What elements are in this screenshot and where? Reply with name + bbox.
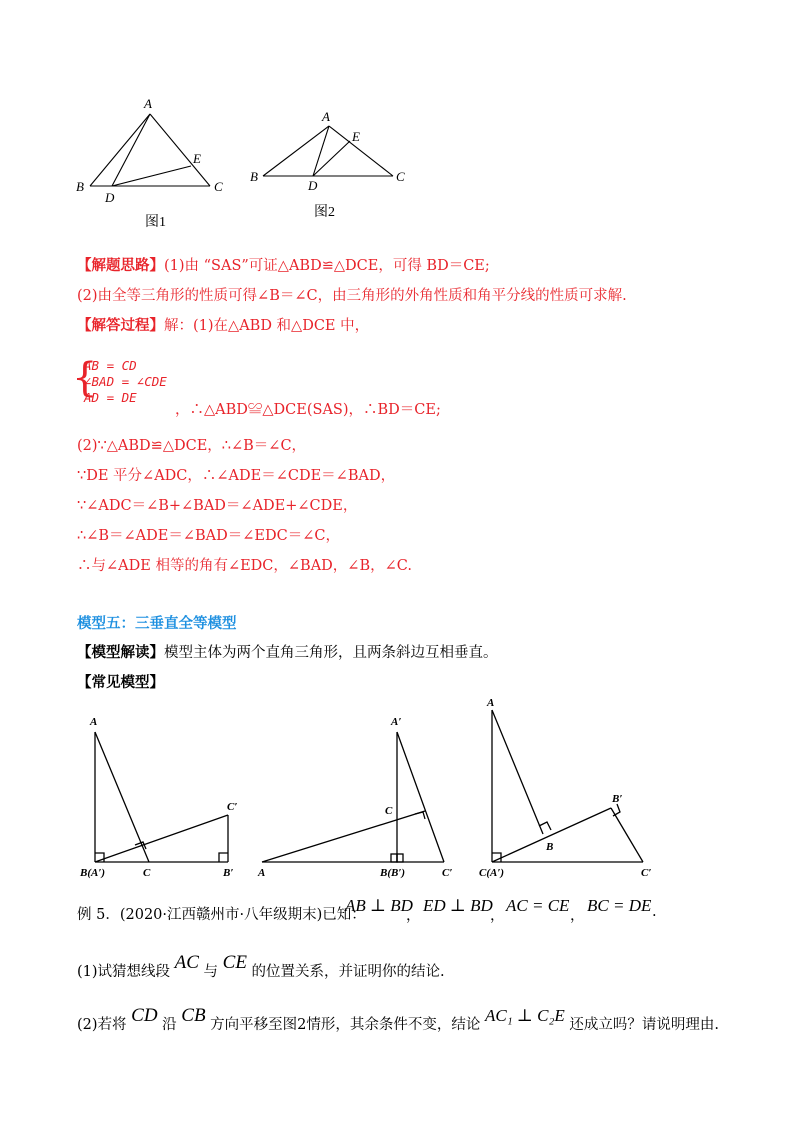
figure-1: [90, 114, 210, 186]
cond-1: AB ⊥ BD: [345, 896, 413, 915]
fig2-label-b: B: [250, 169, 258, 184]
cond-2: ED ⊥ BD: [423, 896, 493, 915]
d1-label-c2: C′: [227, 801, 238, 813]
solution-idea-line1: [77, 254, 490, 275]
equation-system: [84, 358, 167, 406]
fig2-label-a: A: [322, 109, 330, 124]
d1-label-a: A: [90, 716, 98, 728]
q1-ac: AC: [174, 952, 199, 973]
q2-part-a: (2)若将: [77, 1017, 127, 1033]
solution-step-3: ∵∠ADC＝∠B+∠BAD＝∠ADE+∠CDE，: [77, 498, 358, 514]
d2-label-c: C: [385, 805, 393, 817]
process-text: 解：(1)在△ABD 和△DCE 中，: [164, 318, 370, 334]
fig1-label-b: B: [76, 179, 84, 194]
system-conclusion: ，∴△ABD≌△DCE(SAS)，∴BD＝CE;: [175, 402, 441, 418]
solution-step-2: ∵DE 平分∠ADC，∴∠ADE＝∠CDE＝∠BAD，: [77, 468, 396, 484]
q2-relation: AC₁ ⊥ C₂E: [485, 1006, 565, 1025]
model-heading: 模型五：三垂直全等模型: [77, 615, 237, 632]
q1-part-b: 与: [203, 964, 219, 980]
fig2-caption: 图2: [314, 205, 335, 220]
fig2-label-e: E: [352, 129, 360, 144]
reading-tag: 【模型解读】: [77, 644, 164, 661]
d2-label-a2: A′: [391, 716, 402, 728]
solution-idea-line2: (2)由全等三角形的性质可得∠B＝∠C，由三角形的外角性质和角平分线的性质可求解.: [77, 288, 627, 304]
system-eq-1: AB = CD: [84, 358, 137, 373]
model-diagram-2: [262, 732, 444, 862]
d3-label-b: B: [546, 841, 554, 853]
cond-3: AC = CE: [506, 896, 570, 915]
fig1-caption: 图1: [145, 215, 166, 230]
d2-label-c2: C′: [442, 867, 453, 879]
fig1-label-d: D: [105, 190, 115, 205]
model-diagram-1: [95, 732, 228, 862]
q2-part-b: 沿: [162, 1017, 177, 1033]
cond-4: BC = DE: [587, 896, 652, 915]
idea-text: (1)由 “SAS”可证△ABD≌△DCE，可得 BD＝CE;: [164, 258, 490, 274]
solution-process-line: [77, 314, 369, 335]
model-reading: [77, 641, 498, 662]
q1-part-c: 的位置关系，并证明你的结论.: [251, 964, 445, 980]
system-eq-3: AD = DE: [84, 390, 137, 405]
top-figures: [0, 0, 800, 240]
fig2-label-d: D: [308, 178, 318, 193]
q2-part-c: 方向平移至图2情形，其余条件不变，结论: [210, 1017, 481, 1033]
model-diagrams: [0, 690, 800, 890]
q1-ce: CE: [222, 952, 247, 973]
d3-label-c2: C′: [641, 867, 652, 879]
common-model-tag: 【常见模型】: [77, 674, 164, 691]
q2-part-d: 还成立吗？请说明理由.: [569, 1017, 719, 1033]
solution-step-1: (2)∵△ABD≌△DCE，∴∠B＝∠C，: [77, 438, 307, 454]
d1-label-c: C: [143, 867, 151, 879]
cond-sep-1: ，: [406, 908, 421, 924]
solution-step-4: ∴∠B＝∠ADE＝∠BAD＝∠EDC＝∠C，: [77, 528, 340, 544]
question-1: [77, 952, 445, 982]
d1-label-b2: B′: [223, 867, 234, 879]
q2-cd: CD: [131, 1005, 158, 1026]
cond-sep-3: ，: [570, 908, 585, 924]
d2-label-b: B(B′): [380, 867, 406, 879]
d2-label-a: A: [258, 867, 266, 879]
system-brace: {: [72, 355, 98, 401]
d3-label-b2: B′: [612, 793, 623, 805]
question-2: [77, 1005, 719, 1035]
process-tag: 【解答过程】: [77, 317, 164, 334]
example-intro: 例 5．(2020·江西赣州市·八年级期末)已知：: [77, 907, 366, 923]
d1-label-b: B(A′): [80, 867, 106, 879]
model-diagram-3: [492, 710, 643, 862]
fig1-label-c: C: [214, 179, 223, 194]
d3-label-a: A: [487, 697, 495, 709]
reading-text: 模型主体为两个直角三角形，且两条斜边互相垂直。: [164, 645, 498, 661]
q2-cb: CB: [181, 1005, 206, 1026]
fig1-label-a: A: [144, 96, 152, 111]
cond-sep-2: ，: [490, 908, 505, 924]
fig1-label-e: E: [193, 151, 201, 166]
d3-label-c: C(A′): [479, 867, 505, 879]
solution-step-5: ∴与∠ADE 相等的角有∠EDC，∠BAD，∠B，∠C.: [77, 558, 412, 574]
fig2-label-c: C: [396, 169, 405, 184]
cond-end: .: [652, 904, 657, 920]
figure-2: [263, 126, 393, 176]
system-eq-2: ∠BAD = ∠CDE: [84, 374, 167, 389]
q1-part-a: (1)试猜想线段: [77, 964, 171, 980]
idea-tag: 【解题思路】: [77, 257, 164, 274]
